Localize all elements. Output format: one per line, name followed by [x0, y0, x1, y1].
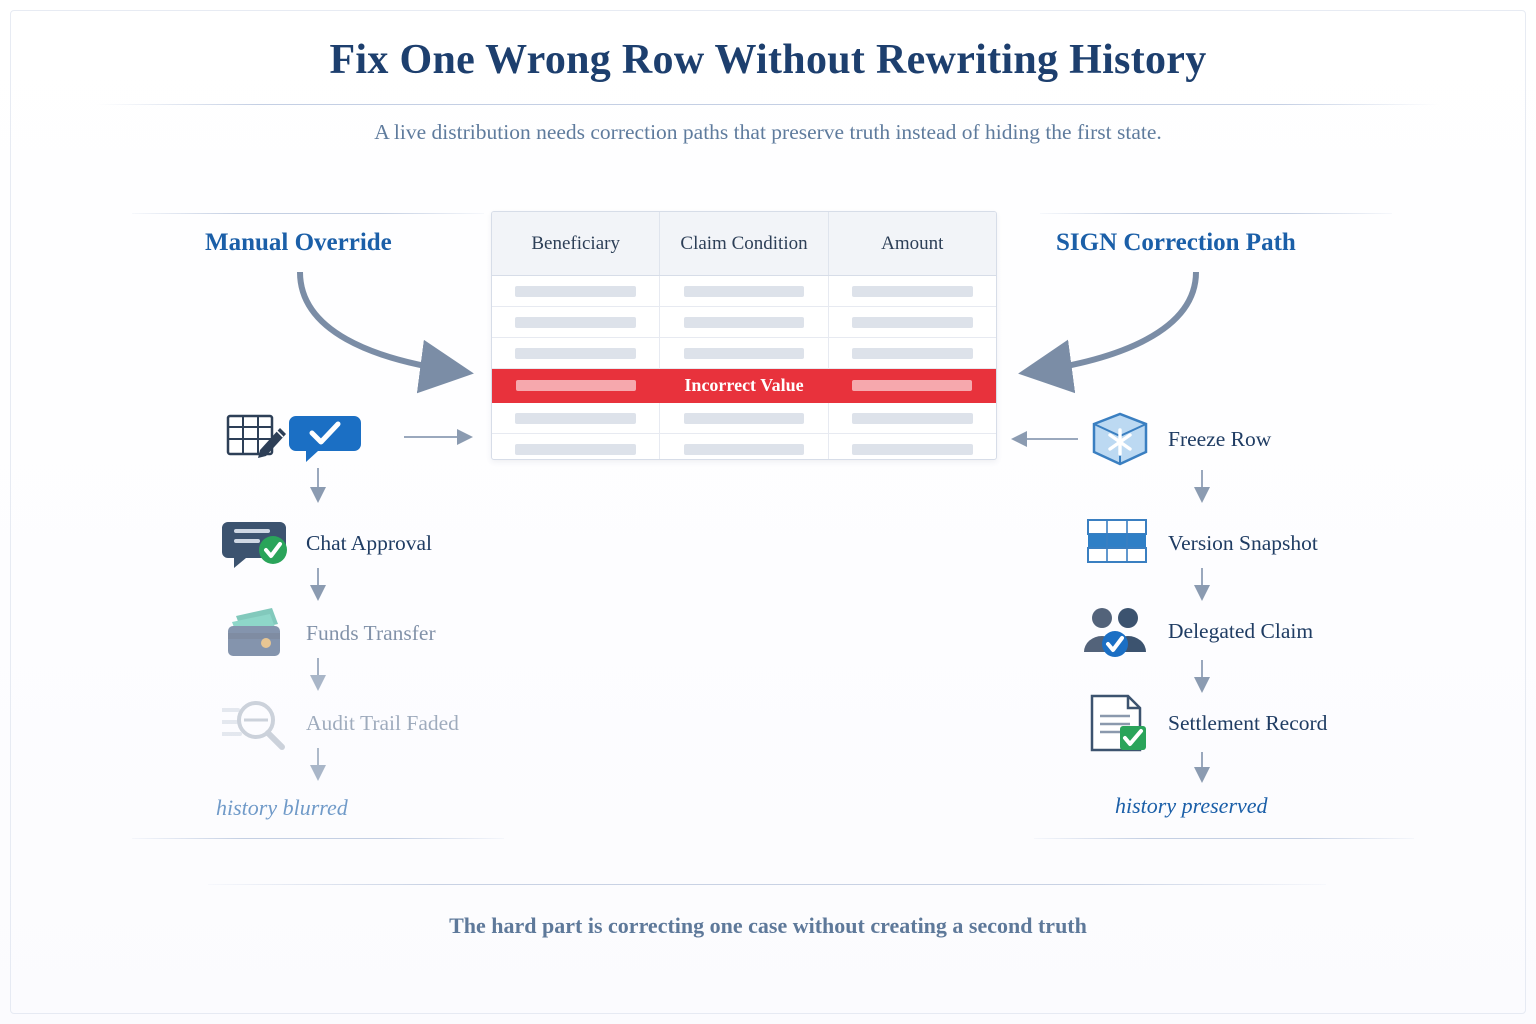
- left-outcome-divider: [132, 838, 504, 839]
- left-step-funds-transfer: [222, 602, 436, 664]
- right-step-settlement-record: [1082, 692, 1327, 754]
- chat-check-bubble-icon: [288, 406, 366, 468]
- right-step-label: Delegated Claim: [1168, 618, 1314, 643]
- left-outcome-label: history blurred: [216, 795, 348, 820]
- incorrect-value-label: Incorrect Value: [684, 375, 804, 395]
- right-step-label: Freeze Row: [1168, 426, 1272, 451]
- freeze-cube-icon: [1082, 408, 1160, 470]
- wallet-icon: [222, 602, 300, 664]
- left-step-audit-trail: [222, 692, 459, 754]
- layers-snapshot-icon: [1082, 512, 1160, 574]
- left-step-chat-approval: [222, 512, 432, 574]
- left-step-label: Funds Transfer: [306, 620, 436, 645]
- table-column-header: Claim Condition: [660, 212, 828, 275]
- left-step-label: Audit Trail Faded: [306, 710, 459, 735]
- right-step-label: Version Snapshot: [1168, 530, 1318, 555]
- left-column-heading: Manual Override: [205, 229, 392, 256]
- right-step-label: Settlement Record: [1168, 710, 1328, 735]
- right-step-freeze-row: [1082, 408, 1271, 470]
- footer-divider: [208, 884, 1326, 885]
- chat-check-icon: [222, 512, 300, 574]
- left-step-spreadsheet: [222, 406, 372, 468]
- left-step-label: Chat Approval: [306, 530, 432, 555]
- right-outcome-divider: [1034, 838, 1414, 839]
- page-subtitle: A live distribution needs correction paths that preserve truth instead of hiding the first state.: [374, 120, 1162, 144]
- footer-note: The hard part is correcting one case without creating a second truth: [449, 913, 1087, 938]
- document-check-icon: [1082, 692, 1160, 754]
- table-column-header: Beneficiary: [492, 212, 660, 275]
- right-column-heading: SIGN Correction Path: [1056, 229, 1296, 256]
- right-step-version-snapshot: [1082, 512, 1318, 574]
- users-check-icon: [1082, 600, 1160, 662]
- right-outcome-label: history preserved: [1115, 793, 1268, 818]
- magnifier-blur-icon: [222, 692, 300, 754]
- table-column-header: Amount: [881, 232, 944, 254]
- right-step-delegated-claim: [1082, 600, 1313, 662]
- page-title: Fix One Wrong Row Without Rewriting History: [329, 37, 1207, 83]
